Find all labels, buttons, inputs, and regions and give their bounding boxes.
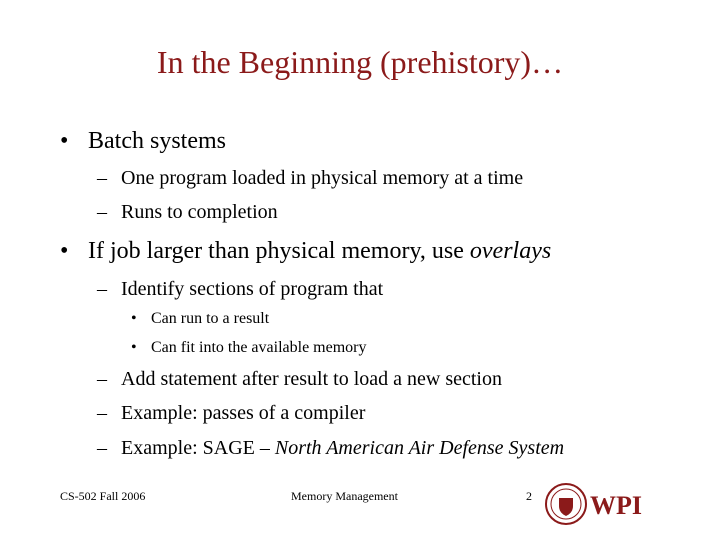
wpi-logo xyxy=(544,482,644,526)
sub-bullet-text: One program loaded in physical memory at a time xyxy=(121,167,524,189)
bullet-text: If job larger than physical memory, use xyxy=(88,238,470,264)
dash-glyph: – xyxy=(97,278,107,300)
bullet-glyph: • xyxy=(131,339,137,356)
sub-sub-bullet-item xyxy=(131,339,367,357)
sub-sub-bullet-text: Can fit into the available memory xyxy=(151,339,367,356)
dash-glyph: – xyxy=(97,368,107,390)
bullet-item xyxy=(60,128,226,155)
dash-glyph: – xyxy=(97,437,107,459)
footer-course: CS-502 Fall 2006 xyxy=(60,489,146,503)
footer-page-number: 2 xyxy=(526,489,532,503)
sub-sub-bullet-item xyxy=(131,310,269,328)
sub-sub-bullet-text: Can run to a result xyxy=(151,310,270,327)
sub-bullet-item xyxy=(97,402,365,425)
dash-glyph: – xyxy=(97,201,107,223)
emphasized-term: North American Air Defense System xyxy=(274,437,565,459)
emphasized-term: overlays xyxy=(469,238,552,264)
sub-bullet-item xyxy=(97,167,523,190)
sub-bullet-item xyxy=(97,368,502,391)
bullet-text: Batch systems xyxy=(88,128,226,154)
sub-bullet-text: Runs to completion xyxy=(121,201,278,223)
sub-bullet-text: Add statement after result to load a new section xyxy=(121,368,502,390)
logo-wordmark: WPI xyxy=(590,491,642,520)
sub-bullet-item xyxy=(97,201,278,224)
sub-bullet-text: Identify sections of program that xyxy=(121,278,384,300)
dash-glyph: – xyxy=(97,167,107,189)
sub-bullet-text: Example: passes of a compiler xyxy=(121,402,366,424)
bullet-glyph: • xyxy=(131,310,137,327)
bullet-item xyxy=(60,238,551,265)
slide-title: In the Beginning (prehistory)… xyxy=(156,44,564,80)
sub-bullet-text: Example: SAGE – xyxy=(121,437,275,459)
sub-bullet-item xyxy=(97,437,564,460)
bullet-glyph: • xyxy=(60,128,69,154)
dash-glyph: – xyxy=(97,402,107,424)
sub-bullet-item xyxy=(97,278,383,301)
footer-topic: Memory Management xyxy=(291,489,398,503)
bullet-glyph: • xyxy=(60,238,69,264)
